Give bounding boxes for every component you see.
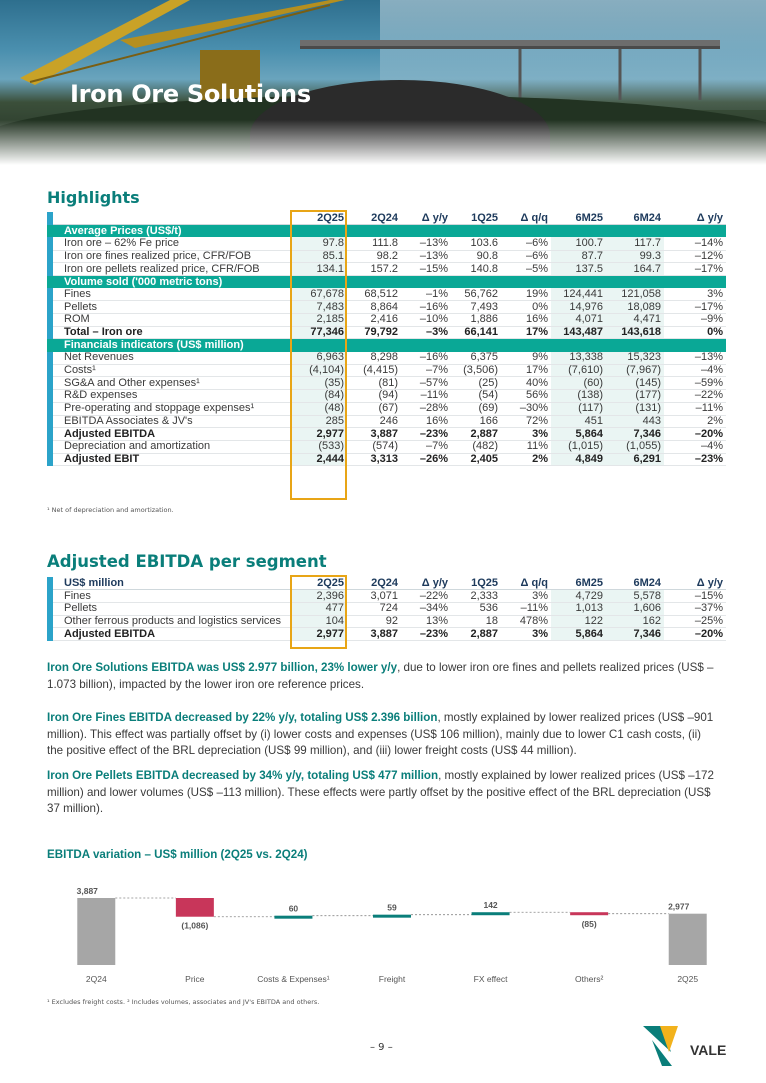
table-cell: 3%	[501, 590, 551, 603]
table-cell: (94)	[347, 390, 401, 403]
band-cell	[606, 225, 664, 238]
band-cell	[664, 339, 726, 352]
column-header: 2Q25	[290, 577, 347, 590]
column-header: 6M25	[551, 577, 606, 590]
band-cell	[551, 225, 606, 238]
table-cell: –22%	[401, 590, 451, 603]
table-cell: (1,015)	[551, 440, 606, 453]
paragraph-1-lead: Iron Ore Solutions EBITDA was US$ 2.977 billion, 23% lower y/y	[47, 661, 398, 674]
table-cell: 56,762	[451, 288, 501, 301]
band-cell	[501, 225, 551, 238]
table-cell: 4,071	[551, 314, 606, 327]
row-label: Costs¹	[50, 364, 290, 377]
category-label: Price	[185, 974, 205, 984]
table-cell: 17%	[501, 326, 551, 339]
table-cell: 85.1	[290, 250, 347, 263]
section-title: Volume sold ('000 metric tons)	[50, 275, 290, 288]
table-cell: 100.7	[551, 237, 606, 250]
table-cell: 77,346	[290, 326, 347, 339]
table-cell: 443	[606, 415, 664, 428]
highlights-header-row	[50, 212, 726, 225]
paragraph-2-body: , mostly explained by lower realized prices (US$ –901 million). This effect was partially offset by (i) lower costs and expenses (US$ 106 million), mainly due to lower C1 cash costs, (ii) the positive effect of the BRL depreciation (US$ 99 million), and (iii) lower freight costs (US$ 44 million).	[47, 711, 714, 757]
segment-header-label: US$ million	[50, 577, 290, 590]
table-row	[50, 326, 726, 339]
table-row	[50, 590, 726, 603]
header-blank	[50, 212, 290, 225]
band-cell	[290, 225, 347, 238]
table-cell: 1,606	[606, 602, 664, 615]
paragraph-1-body: , due to lower iron ore fines and pellets realized prices (US$ –1.073 billion), impacted by the lower iron ore reference prices.	[47, 661, 714, 691]
category-label: 2Q24	[85, 974, 107, 984]
table-row	[50, 364, 726, 377]
column-header: Δ y/y	[664, 212, 726, 225]
row-label: ROM	[50, 314, 290, 327]
band-cell	[501, 275, 551, 288]
row-label: Pellets	[50, 602, 290, 615]
table-cell: 97.8	[290, 237, 347, 250]
table-cell: 104	[290, 615, 347, 628]
row-label: Adjusted EBITDA	[50, 428, 290, 441]
table-cell: 4,471	[606, 314, 664, 327]
table-cell: 7,483	[290, 301, 347, 314]
table-cell: 8,864	[347, 301, 401, 314]
row-label: Fines	[50, 590, 290, 603]
highlights-table	[47, 212, 726, 466]
table-cell: 536	[451, 602, 501, 615]
category-label: Freight	[378, 974, 406, 984]
section-title: Average Prices (US$/t)	[50, 225, 290, 238]
table-cell: 2,185	[290, 314, 347, 327]
table-cell: –17%	[664, 263, 726, 276]
banner-fade	[0, 120, 766, 165]
table-cell: 16%	[401, 415, 451, 428]
table-cell: 164.7	[606, 263, 664, 276]
table-cell: 451	[551, 415, 606, 428]
waterfall-bar	[472, 912, 510, 915]
table-cell: –16%	[401, 301, 451, 314]
table-cell: 14,976	[551, 301, 606, 314]
bar-value-label: (1,086)	[181, 920, 209, 931]
table-cell: (4,415)	[347, 364, 401, 377]
table-cell: (69)	[451, 402, 501, 415]
table-cell: –22%	[664, 390, 726, 403]
table-cell: (117)	[551, 402, 606, 415]
table-cell: 7,346	[606, 628, 664, 641]
column-header: 1Q25	[451, 212, 501, 225]
column-header: Δ y/y	[401, 212, 451, 225]
table-row	[50, 428, 726, 441]
table-cell: 285	[290, 415, 347, 428]
column-header: Δ q/q	[501, 577, 551, 590]
table-cell: –4%	[664, 364, 726, 377]
page-number: – 9 –	[370, 1042, 393, 1053]
category-label: Costs & Expenses¹	[257, 974, 330, 984]
band-cell	[401, 225, 451, 238]
table-cell: (574)	[347, 440, 401, 453]
vale-wordmark: VALE	[690, 1042, 727, 1058]
table-cell: (25)	[451, 377, 501, 390]
table-cell: 1,013	[551, 602, 606, 615]
table-cell: 79,792	[347, 326, 401, 339]
table-cell: –20%	[664, 628, 726, 641]
paragraph-3-lead: Iron Ore Pellets EBITDA decreased by 34% y/y, totaling US$ 477 million	[47, 769, 439, 782]
table-cell: (81)	[347, 377, 401, 390]
bar-value-label: 60	[288, 903, 299, 914]
paragraph-1	[47, 660, 719, 693]
table-cell: 134.1	[290, 263, 347, 276]
table-cell: (7,610)	[551, 364, 606, 377]
table-cell: –4%	[664, 440, 726, 453]
table-cell: (131)	[606, 402, 664, 415]
table-cell: 0%	[501, 301, 551, 314]
table-cell: –3%	[401, 326, 451, 339]
row-label: Iron ore fines realized price, CFR/FOB	[50, 250, 290, 263]
table-cell: (145)	[606, 377, 664, 390]
table-cell: 6,291	[606, 453, 664, 466]
table-cell: (177)	[606, 390, 664, 403]
table-cell: –13%	[401, 237, 451, 250]
vale-logo	[640, 1022, 740, 1067]
band-cell	[347, 225, 401, 238]
table-cell: –16%	[401, 352, 451, 365]
table-cell: 124,441	[551, 288, 606, 301]
table-cell: 0%	[664, 326, 726, 339]
table-cell: –6%	[501, 237, 551, 250]
row-label: R&D expenses	[50, 390, 290, 403]
table-cell: (533)	[290, 440, 347, 453]
chart-footnote: ¹ Excludes freight costs. ² Includes volumes, associates and JV's EBITDA and others.	[47, 998, 320, 1006]
bar-value-label: 3,887	[76, 886, 98, 896]
table-cell: –20%	[664, 428, 726, 441]
table-cell: 246	[347, 415, 401, 428]
highlights-title: Highlights	[47, 188, 140, 207]
table-cell: 7,493	[451, 301, 501, 314]
table-cell: 7,346	[606, 428, 664, 441]
table-cell: 5,578	[606, 590, 664, 603]
table-cell: 2%	[664, 415, 726, 428]
row-label: Adjusted EBIT	[50, 453, 290, 466]
category-label: 2Q25	[677, 974, 699, 984]
table-row	[50, 402, 726, 415]
table-cell: 9%	[501, 352, 551, 365]
table-cell: 67,678	[290, 288, 347, 301]
table-row	[50, 263, 726, 276]
waterfall-bar	[176, 898, 214, 917]
table-cell: –59%	[664, 377, 726, 390]
row-label: Adjusted EBITDA	[50, 628, 290, 641]
table-cell: (48)	[290, 402, 347, 415]
paragraph-2-lead: Iron Ore Fines EBITDA decreased by 22% y/y, totaling US$ 2.396 billion	[47, 711, 438, 724]
waterfall-bar	[77, 898, 115, 965]
row-label: Net Revenues	[50, 352, 290, 365]
band-cell	[551, 275, 606, 288]
table-cell: 143,618	[606, 326, 664, 339]
band-cell	[451, 275, 501, 288]
band-cell	[664, 275, 726, 288]
table-cell: –23%	[401, 628, 451, 641]
table-cell: –13%	[664, 352, 726, 365]
table-cell: 140.8	[451, 263, 501, 276]
table-cell: (482)	[451, 440, 501, 453]
column-header: 2Q24	[347, 577, 401, 590]
table-cell: 3,887	[347, 628, 401, 641]
table-cell: –26%	[401, 453, 451, 466]
table-cell: 40%	[501, 377, 551, 390]
table-cell: –7%	[401, 440, 451, 453]
table-cell: 117.7	[606, 237, 664, 250]
table-cell: 3%	[501, 628, 551, 641]
table-cell: (7,967)	[606, 364, 664, 377]
row-label: Pellets	[50, 301, 290, 314]
bar-value-label: (85)	[581, 919, 597, 930]
row-label: Total – Iron ore	[50, 326, 290, 339]
table-cell: 4,849	[551, 453, 606, 466]
waterfall-bar	[669, 914, 707, 965]
table-row	[50, 415, 726, 428]
table-row	[50, 301, 726, 314]
table-cell: 3%	[664, 288, 726, 301]
bar-value-label: 142	[483, 900, 498, 911]
table-cell: 92	[347, 615, 401, 628]
table-cell: 143,487	[551, 326, 606, 339]
page-title: Iron Ore Solutions	[70, 80, 311, 108]
waterfall-bar	[274, 916, 312, 919]
table-cell: 157.2	[347, 263, 401, 276]
band-cell	[606, 275, 664, 288]
table-cell: 56%	[501, 390, 551, 403]
table-cell: 72%	[501, 415, 551, 428]
segment-header-row	[50, 577, 726, 590]
row-label: Iron ore – 62% Fe price	[50, 237, 290, 250]
table-cell: 3%	[501, 428, 551, 441]
table-cell: –28%	[401, 402, 451, 415]
table-cell: 90.8	[451, 250, 501, 263]
table-cell: 724	[347, 602, 401, 615]
table-cell: 121,058	[606, 288, 664, 301]
table-cell: (35)	[290, 377, 347, 390]
table-cell: –10%	[401, 314, 451, 327]
row-label: Pre-operating and stoppage expenses¹	[50, 402, 290, 415]
band-cell	[347, 339, 401, 352]
table-row	[50, 440, 726, 453]
table-cell: 2,887	[451, 428, 501, 441]
segment-table	[47, 577, 726, 641]
table-cell: –12%	[664, 250, 726, 263]
table-cell: 5,864	[551, 428, 606, 441]
table-cell: –14%	[664, 237, 726, 250]
table-cell: 162	[606, 615, 664, 628]
table-cell: 19%	[501, 288, 551, 301]
row-label: EBITDA Associates & JV's	[50, 415, 290, 428]
table-cell: 4,729	[551, 590, 606, 603]
table-cell: (84)	[290, 390, 347, 403]
band-cell	[606, 339, 664, 352]
column-header: 2Q25	[290, 212, 347, 225]
column-header: 2Q24	[347, 212, 401, 225]
table-cell: (67)	[347, 402, 401, 415]
column-header: 6M24	[606, 212, 664, 225]
table-cell: 66,141	[451, 326, 501, 339]
table-cell: –17%	[664, 301, 726, 314]
band-cell	[347, 275, 401, 288]
table-row	[50, 615, 726, 628]
table-cell: –11%	[401, 390, 451, 403]
section-band	[50, 275, 726, 288]
table-row	[50, 237, 726, 250]
table-cell: –11%	[501, 602, 551, 615]
segment-title: Adjusted EBITDA per segment	[47, 552, 327, 571]
table-cell: 5,864	[551, 628, 606, 641]
band-cell	[551, 339, 606, 352]
table-cell: 478%	[501, 615, 551, 628]
table-cell: 2,977	[290, 628, 347, 641]
table-cell: 13%	[401, 615, 451, 628]
band-cell	[451, 225, 501, 238]
table-cell: –30%	[501, 402, 551, 415]
row-label: Depreciation and amortization	[50, 440, 290, 453]
band-cell	[501, 339, 551, 352]
table-cell: 11%	[501, 440, 551, 453]
table-cell: 87.7	[551, 250, 606, 263]
bar-value-label: 2,977	[668, 901, 690, 912]
table-cell: 137.5	[551, 263, 606, 276]
table-row	[50, 628, 726, 641]
table-cell: 103.6	[451, 237, 501, 250]
table-cell: –23%	[664, 453, 726, 466]
band-cell	[290, 275, 347, 288]
band-cell	[664, 225, 726, 238]
table-cell: –15%	[401, 263, 451, 276]
paragraph-2	[47, 710, 719, 760]
table-cell: –13%	[401, 250, 451, 263]
table-cell: (1,055)	[606, 440, 664, 453]
table-row	[50, 602, 726, 615]
table-cell: 99.3	[606, 250, 664, 263]
column-header: Δ q/q	[501, 212, 551, 225]
highlights-footnote: ¹ Net of depreciation and amortization.	[47, 506, 174, 514]
table-cell: 477	[290, 602, 347, 615]
table-cell: 8,298	[347, 352, 401, 365]
table-cell: 1,886	[451, 314, 501, 327]
table-cell: 15,323	[606, 352, 664, 365]
table-cell: 2,444	[290, 453, 347, 466]
category-label: Others²	[574, 974, 604, 984]
table-row	[50, 288, 726, 301]
table-cell: 122	[551, 615, 606, 628]
column-header: 1Q25	[451, 577, 501, 590]
band-cell	[401, 339, 451, 352]
table-cell: 6,375	[451, 352, 501, 365]
band-cell	[290, 339, 347, 352]
table-cell: 13,338	[551, 352, 606, 365]
table-cell: 2,416	[347, 314, 401, 327]
table-cell: –9%	[664, 314, 726, 327]
column-header: Δ y/y	[401, 577, 451, 590]
paragraph-3	[47, 768, 719, 818]
table-row	[50, 314, 726, 327]
table-row	[50, 377, 726, 390]
table-row	[50, 453, 726, 466]
chart-title: EBITDA variation – US$ million (2Q25 vs. 2Q24)	[47, 848, 308, 861]
bar-value-label: 59	[387, 902, 397, 913]
table-cell: 18	[451, 615, 501, 628]
table-cell: –15%	[664, 590, 726, 603]
table-row	[50, 352, 726, 365]
band-cell	[451, 339, 501, 352]
table-cell: (60)	[551, 377, 606, 390]
table-cell: 98.2	[347, 250, 401, 263]
category-label: FX effect	[473, 974, 508, 984]
band-cell	[401, 275, 451, 288]
table-cell: (4,104)	[290, 364, 347, 377]
table-cell: 166	[451, 415, 501, 428]
table-cell: –11%	[664, 402, 726, 415]
table-cell: –37%	[664, 602, 726, 615]
ebitda-waterfall-chart	[47, 880, 747, 990]
table-cell: –25%	[664, 615, 726, 628]
table-row	[50, 390, 726, 403]
table-cell: 3,071	[347, 590, 401, 603]
waterfall-bar	[570, 912, 608, 915]
table-cell: 2,333	[451, 590, 501, 603]
table-cell: 111.8	[347, 237, 401, 250]
table-row	[50, 250, 726, 263]
table-cell: 18,089	[606, 301, 664, 314]
section-band	[50, 225, 726, 238]
table-cell: 2,977	[290, 428, 347, 441]
row-label: Other ferrous products and logistics services	[50, 615, 290, 628]
column-header: 6M24	[606, 577, 664, 590]
column-header: Δ y/y	[664, 577, 726, 590]
table-cell: 2,396	[290, 590, 347, 603]
table-cell: –34%	[401, 602, 451, 615]
waterfall-bar	[373, 915, 411, 918]
table-cell: (3,506)	[451, 364, 501, 377]
table-cell: 2,405	[451, 453, 501, 466]
table-cell: 68,512	[347, 288, 401, 301]
table-cell: (54)	[451, 390, 501, 403]
section-band	[50, 339, 726, 352]
table-cell: 2,887	[451, 628, 501, 641]
paragraph-3-body: , mostly explained by lower realized prices (US$ –172 million) and lower volumes (US$ –113 million). These effects were partly offset by the positive effect of the BRL depreciation (US$ 37 million).	[47, 769, 714, 815]
section-title: Financials indicators (US$ million)	[50, 339, 290, 352]
row-label: Fines	[50, 288, 290, 301]
table-cell: –7%	[401, 364, 451, 377]
table-cell: –57%	[401, 377, 451, 390]
table-cell: –6%	[501, 250, 551, 263]
table-cell: 17%	[501, 364, 551, 377]
table-cell: 3,313	[347, 453, 401, 466]
table-cell: –23%	[401, 428, 451, 441]
column-header: 6M25	[551, 212, 606, 225]
table-cell: 16%	[501, 314, 551, 327]
table-cell: 2%	[501, 453, 551, 466]
row-label: SG&A and Other expenses¹	[50, 377, 290, 390]
table-cell: (138)	[551, 390, 606, 403]
table-cell: –5%	[501, 263, 551, 276]
table-cell: 6,963	[290, 352, 347, 365]
header-banner	[0, 0, 766, 165]
row-label: Iron ore pellets realized price, CFR/FOB	[50, 263, 290, 276]
table-cell: –1%	[401, 288, 451, 301]
table-cell: 3,887	[347, 428, 401, 441]
